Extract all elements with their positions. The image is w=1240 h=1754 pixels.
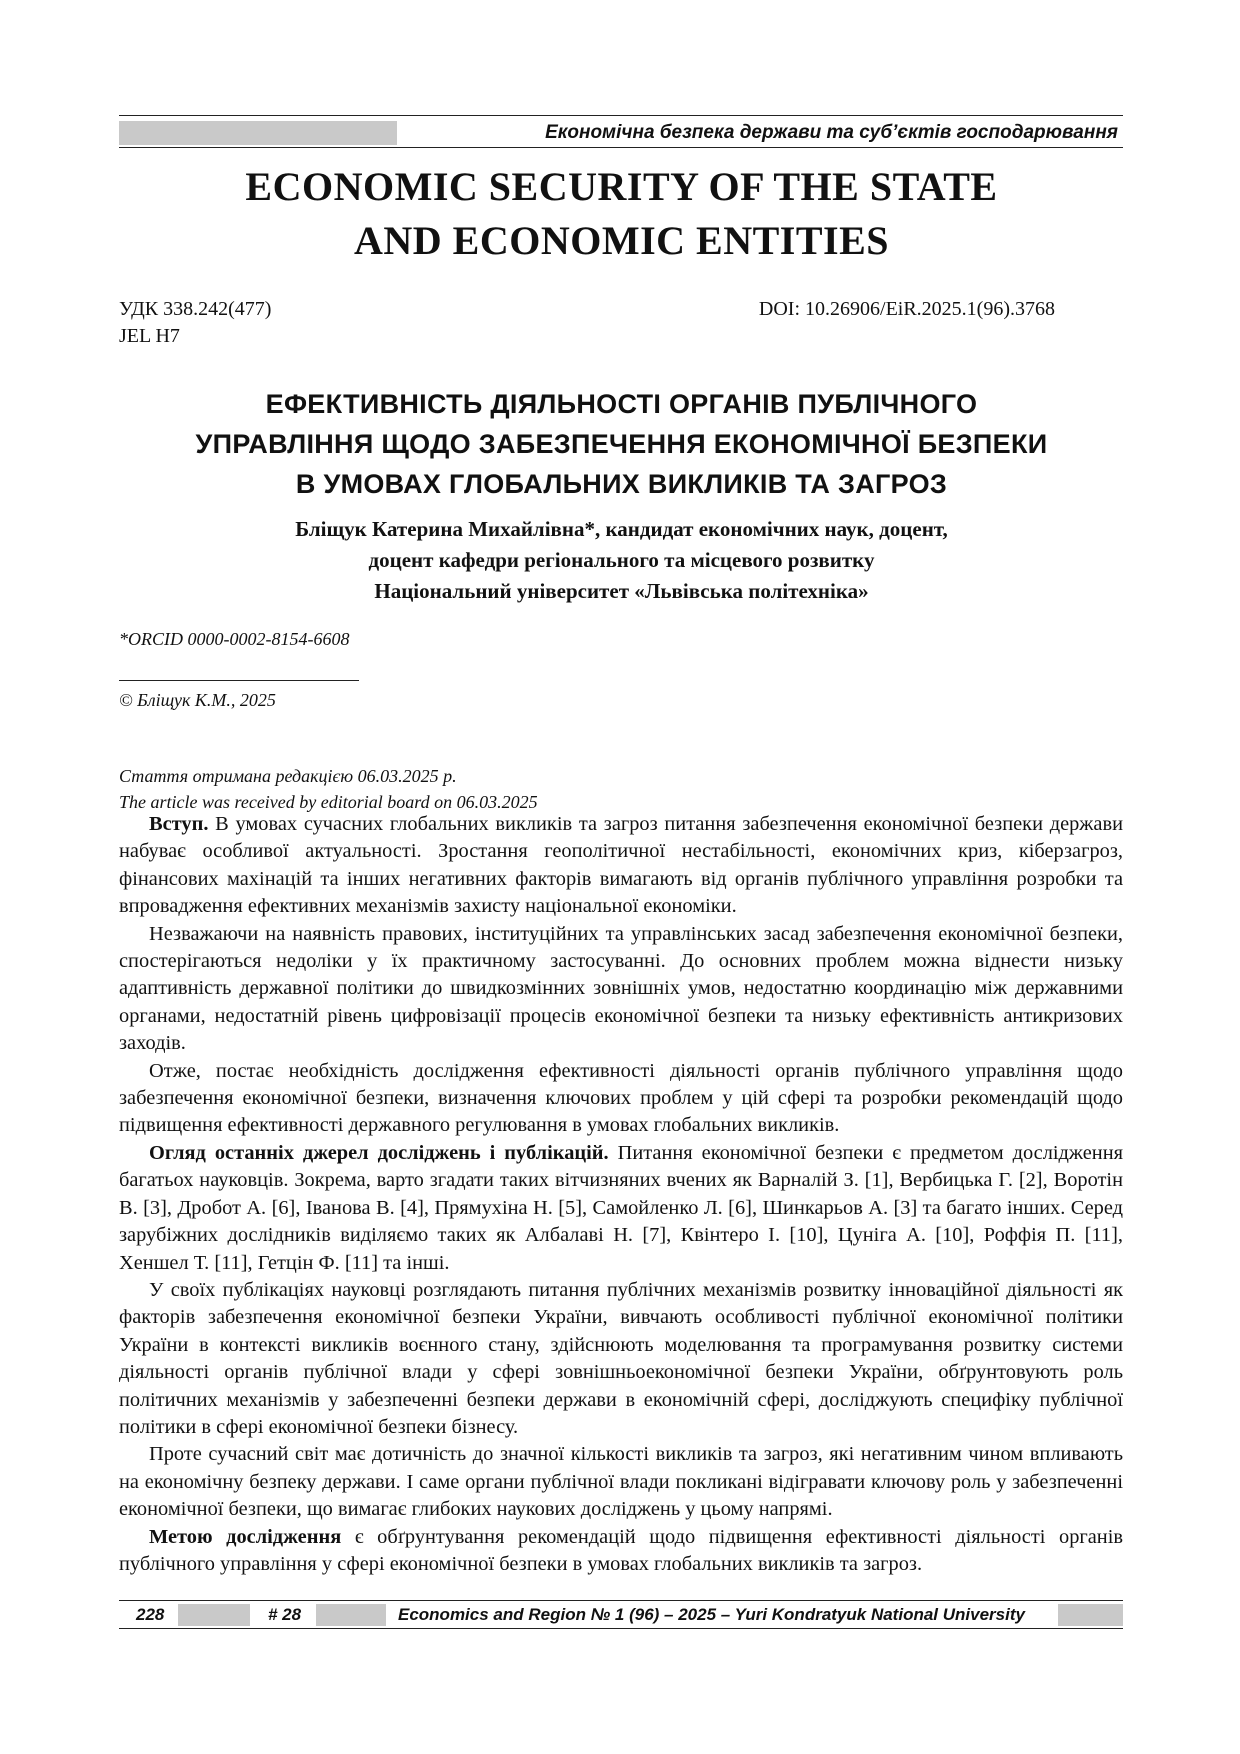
footer-gray-block-2 [316,1604,386,1626]
header-top-rule [119,115,1123,116]
intro-lead: Вступ. [149,813,209,835]
paragraph-literature-review [119,1140,1123,1277]
author-block [120,514,1123,607]
aim-lead: Метою дослідження [149,1525,342,1548]
udc-code: УДК 338.242(477) [119,298,272,320]
footer-top-rule [119,1600,1123,1601]
header-bottom-rule [119,147,1123,148]
header-gray-block [119,121,397,145]
article-body [119,811,1123,1578]
review-lead: Огляд останніх джерел досліджень і публікацій. [149,1141,609,1164]
article-title-line-3: В УМОВАХ ГЛОБАЛЬНИХ ВИКЛИКІВ ТА ЗАГРОЗ [295,469,948,499]
footer-gray-block-3 [1058,1604,1123,1626]
footer-bottom-rule [119,1628,1123,1629]
article-title-line-2: УПРАВЛІННЯ ЩОДО ЗАБЕЗПЕЧЕННЯ ЕКОНОМІЧНОЇ БЕЗПЕКИ [195,429,1048,459]
received-uk: Стаття отримана редакцією 06.03.2025 р. [119,766,457,786]
section-title [120,160,1123,268]
page-number: 228 [136,1605,165,1624]
jel-code: JEL H7 [119,325,180,347]
author-affiliation: Національний університет «Львівська політехніка» [374,579,869,603]
doi: DOI: 10.26906/EiR.2025.1(96).3768 [758,298,1055,320]
received-en: The article was received by editorial board on 06.03.2025 [119,792,538,812]
orcid: *ORCID 0000-0002-8154-6608 [119,629,350,649]
paragraph-introduction [119,811,1123,921]
issue-tag: # 28 [268,1605,302,1624]
copyright: © Бліщук К.М., 2025 [119,690,276,710]
author-position: доцент кафедри регіонального та місцевого розвитку [368,548,875,572]
article-title-line-1: ЕФЕКТИВНІСТЬ ДІЯЛЬНОСТІ ОРГАНІВ ПУБЛІЧНОГО [265,389,978,419]
paragraph: Проте сучасний світ має дотичність до значної кількості викликів та загроз, які негативним чином впливають на економічну безпеку держави. І саме органи публічної влади покликані відігравати ключову роль у забезпеченні економічної безпеки, що вимагає глибоких наукових досліджень у цьому напрямі. [119,1443,1123,1521]
paragraph-aim [119,1524,1123,1579]
paragraph: У своїх публікаціях науковці розглядають питання публічних механізмів розвитку інноваційної діяльності як факторів забезпечення економічної безпеки України, вивчають особливості публічної економічної політики України в контексті викликів воєнного стану, здійснюють моделювання та програмування розвитку системи діяльності органів публічної влади у сфері зовнішньоекономічної безпеки України, обґрунтовують роль політичних механізмів у забезпеченні безпеки держави в економічній сфері, досліджують специфіку публічної політики в сфері економічної безпеки бізнесу. [119,1278,1123,1438]
aim-text: є обґрунтування рекомендацій щодо підвищення ефективності діяльності органів публічного управління у сфері економічної безпеки в умовах глобальних викликів та загроз. [119,1525,1124,1575]
journal-name: Economics and Region № 1 (96) – 2025 – Yuri Kondratyuk National University [398,1605,1025,1624]
running-title: Економічна безпека держави та суб’єктів господарювання [545,122,1118,143]
section-title-line-1: ECONOMIC SECURITY OF THE STATE [245,164,998,209]
footnote-rule [119,680,359,681]
received-note [119,763,538,815]
article-title [120,384,1123,504]
footer-gray-block-1 [178,1604,250,1626]
author-name: Бліщук Катерина Михайлівна*, кандидат економічних наук, доцент, [295,517,948,541]
paragraph: Отже, постає необхідність дослідження ефективності діяльності органів публічного управління щодо забезпечення економічної безпеки, визначення ключових проблем у цій сфері та розробки рекомендацій щодо підвищення ефективності державного регулювання в умовах глобальних викликів. [119,1059,1123,1137]
intro-text: В умовах сучасних глобальних викликів та загроз питання забезпечення економічної безпеки держави набуває особливої актуальності. Зростання геополітичної нестабільності, економічних криз, кіберзагроз, фінансових махінацій та інших негативних факторів вимагають від органів публічного управління розробки та впровадження ефективних механізмів захисту національної економіки. [119,813,1123,918]
section-title-line-2: AND ECONOMIC ENTITIES [353,218,890,263]
review-text: Питання економічної безпеки є предметом дослідження багатьох науковців. Зокрема, варто згадати таких вітчизняних вчених як Варналій З. [1], Вербицька Г. [2], Воротін В. [3], Дробот А. [6], Іванова В. [4], Прямухіна Н. [5], Самойленко Л. [6], Шинкарьов А. [3] та багато інших. Серед зарубіжних дослідників виділяємо таких як Албалаві Н. [7], Квінтеро І. [10], Цуніга А. [10], Роффія П. [11], Хеншел Т. [11], Гетцін Ф. [11] та інші. [119,1141,1123,1274]
paragraph: Незважаючи на наявність правових, інституційних та управлінських засад забезпечення економічної безпеки, спостерігаються недоліки у їх практичному застосуванні. До основних проблем можна віднести низьку адаптивність державної політики до швидкозмінних зовнішніх умов, недостатню координацію між державними органами, недостатній рівень цифровізації процесів економічної безпеки та низьку ефективність антикризових заходів. [119,922,1123,1055]
